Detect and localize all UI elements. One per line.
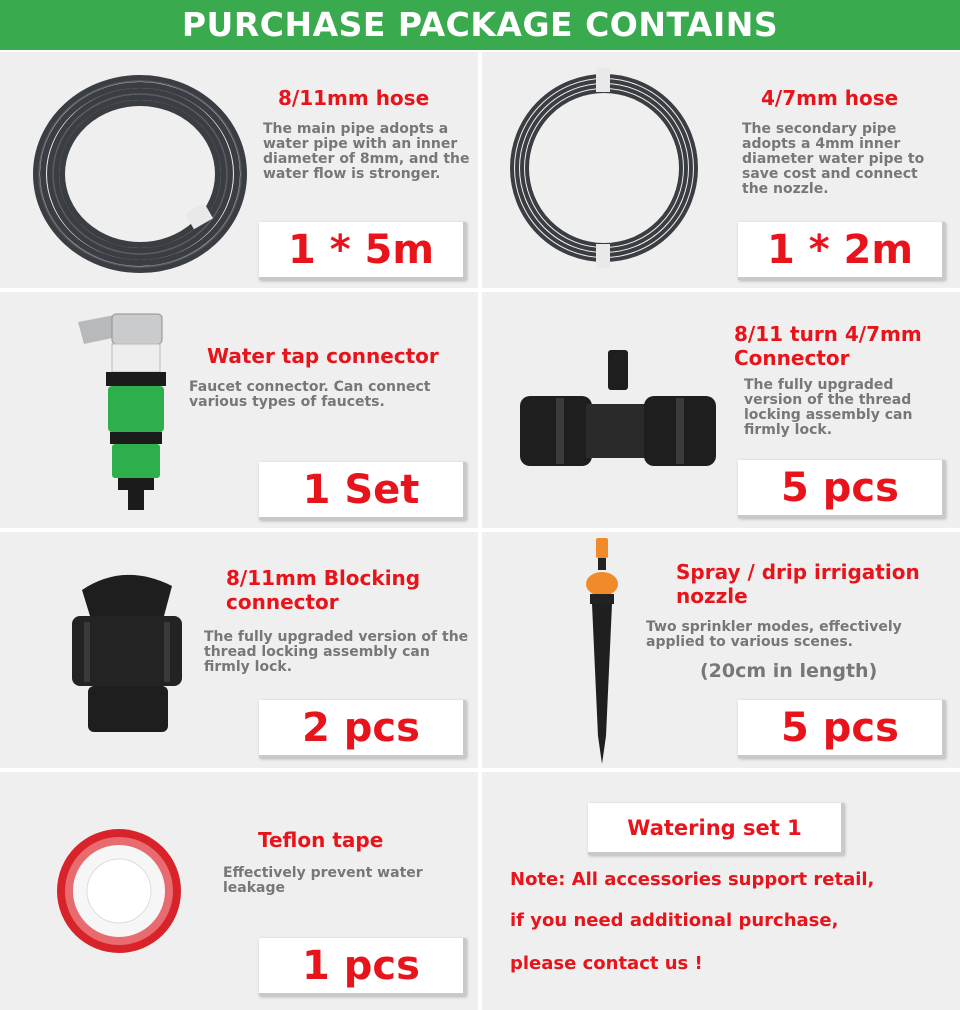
note-line-2: if you need additional purchase, <box>510 910 839 931</box>
page-title: PURCHASE PACKAGE CONTAINS <box>0 0 960 50</box>
item-title: 8/11mm hose <box>278 86 430 110</box>
item-card-spray-nozzle <box>482 532 960 768</box>
note-line-1: Note: All accessories support retail, <box>510 869 875 890</box>
quantity-badge: 2 pcs <box>259 700 466 758</box>
item-card-main-hose <box>0 52 478 288</box>
item-description: The fully upgraded version of the thread locking assembly can firmly lock. <box>204 629 469 675</box>
spray-nozzle-image <box>572 536 632 768</box>
quantity-badge: 1 pcs <box>259 938 466 996</box>
item-description: Effectively prevent water leakage <box>223 865 423 896</box>
item-card-teflon-tape <box>0 772 478 1010</box>
item-description: Faucet connector. Can connect various types of faucets. <box>189 379 431 410</box>
item-card-reducer-connector <box>482 292 960 528</box>
tap-connector-image <box>72 308 182 518</box>
item-description: The secondary pipe adopts a 4mm inner diameter water pipe to save cost and connect the nozzle. <box>742 121 925 197</box>
quantity-badge: 5 pcs <box>738 700 945 758</box>
item-card-tap-connector <box>0 292 478 528</box>
quantity-badge: 1 * 5m <box>259 222 466 280</box>
item-title: 8/11mm Blocking connector <box>226 566 421 614</box>
hose-coil-4-7-image <box>504 68 704 268</box>
item-title: 8/11 turn 4/7mm Connector <box>734 322 922 370</box>
hose-coil-8-11-image <box>28 62 258 282</box>
length-note: (20cm in length) <box>700 660 878 682</box>
item-title: Spray / drip irrigation nozzle <box>676 560 920 608</box>
quantity-badge: 1 Set <box>259 462 466 520</box>
blocking-connector-image <box>64 562 190 742</box>
item-description: Two sprinkler modes, effectively applied to various scenes. <box>646 619 902 650</box>
quantity-badge: 5 pcs <box>738 460 945 518</box>
reducer-connector-image <box>516 346 726 476</box>
set-label-badge: Watering set 1 <box>588 803 844 855</box>
teflon-tape-image <box>54 826 184 956</box>
item-description: The fully upgraded version of the thread locking assembly can firmly lock. <box>744 377 913 438</box>
item-card-blocking-connector <box>0 532 478 768</box>
item-card-secondary-hose <box>482 52 960 288</box>
item-title: Water tap connector <box>207 344 439 368</box>
item-title: Teflon tape <box>258 828 384 852</box>
note-line-3: please contact us ! <box>510 953 703 974</box>
item-description: The main pipe adopts a water pipe with an inner diameter of 8mm, and the water flow is stronger. <box>263 121 470 182</box>
item-title: 4/7mm hose <box>761 86 899 110</box>
quantity-badge: 1 * 2m <box>738 222 945 280</box>
